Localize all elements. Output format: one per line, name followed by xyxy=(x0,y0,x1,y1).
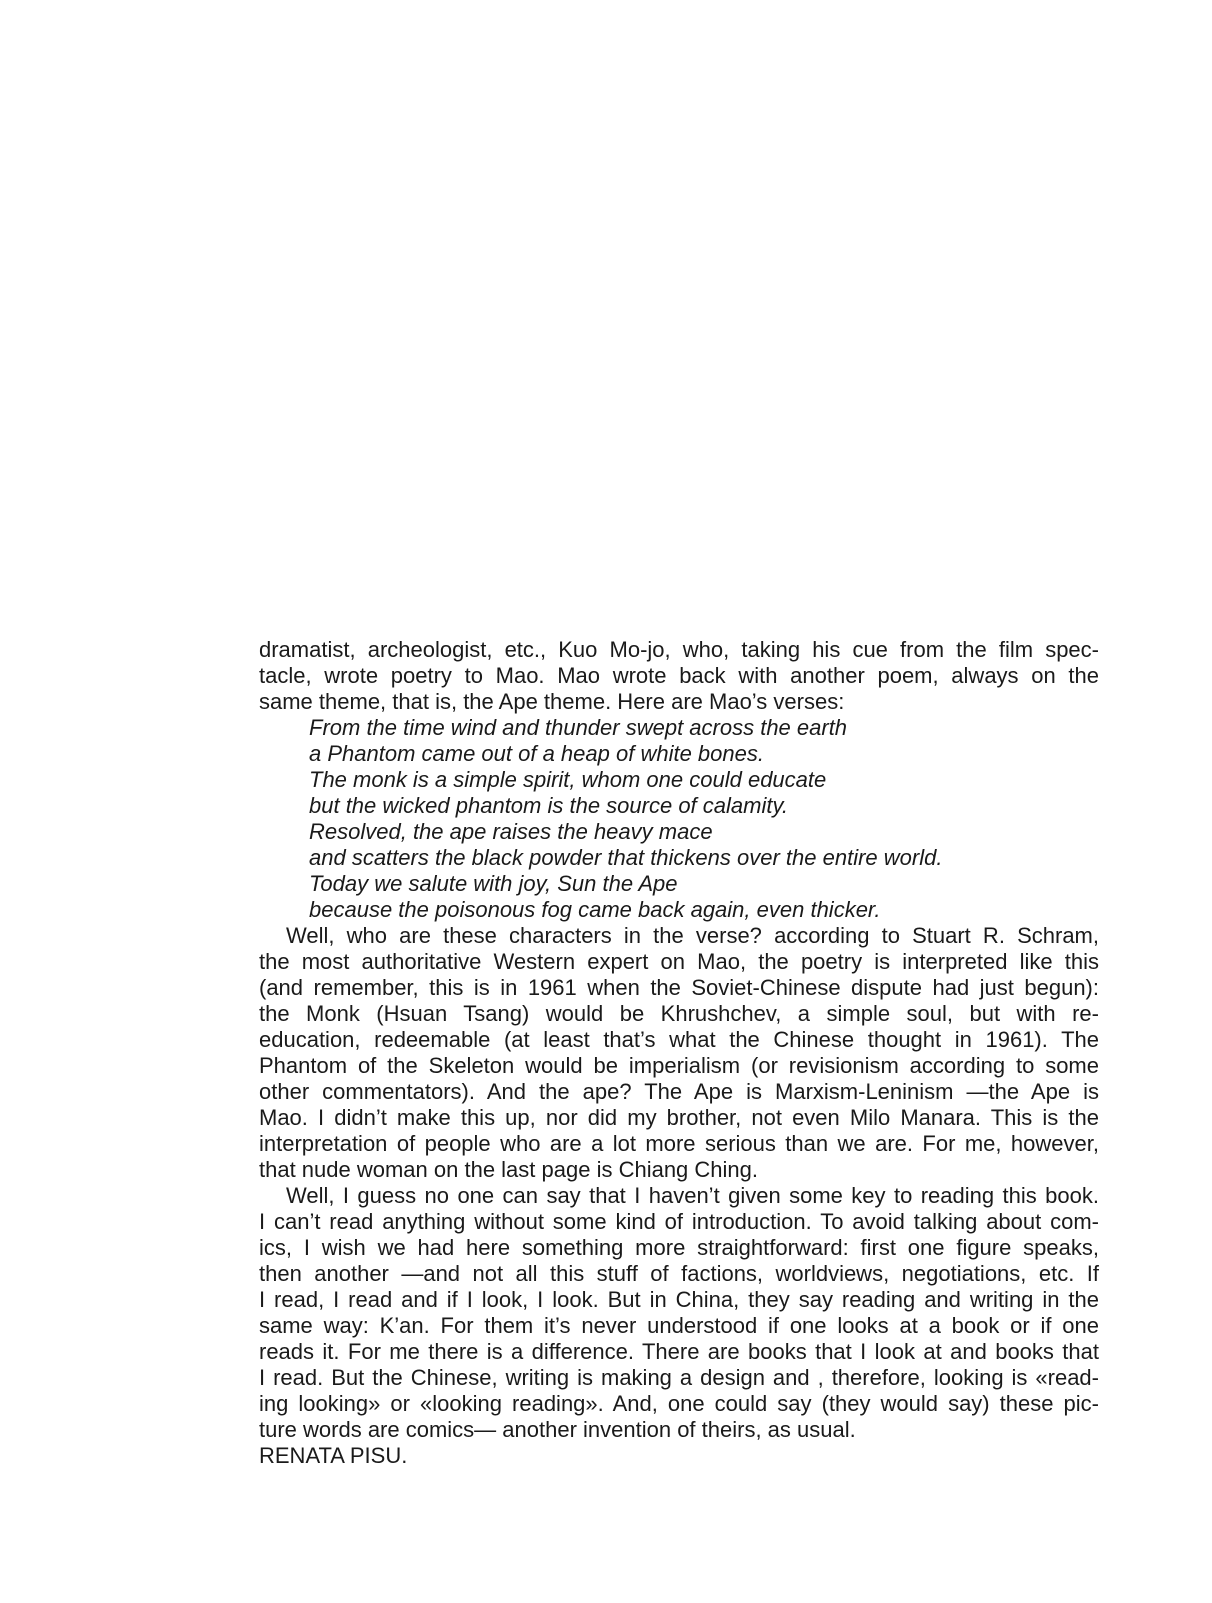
text-line: the most authoritative Western expert on Mao, the poetry is interpreted like this xyxy=(259,949,1099,974)
text-line: then another —and not all this stuff of factions, worldviews, negotiations, etc. If xyxy=(259,1261,1099,1286)
verse-line: From the time wind and thunder swept across the earth xyxy=(309,715,848,740)
text-line: same way: K’an. For them it’s never understood if one looks at a book or if one xyxy=(259,1313,1099,1338)
paragraph-reading xyxy=(259,1183,1099,1443)
verse-line: Today we salute with joy, Sun the Ape xyxy=(309,871,678,896)
text-line: (and remember, this is in 1961 when the Soviet-Chinese dispute had just begun): xyxy=(259,975,1099,1000)
text-line: Well, I guess no one can say that I haven’t given some key to reading this book. xyxy=(286,1183,1099,1208)
text-line: that nude woman on the last page is Chiang Ching. xyxy=(259,1157,758,1182)
text-line: Phantom of the Skeleton would be imperialism (or revisionism according to some xyxy=(259,1053,1099,1078)
verse-line: but the wicked phantom is the source of calamity. xyxy=(309,793,788,818)
verse-line: a Phantom came out of a heap of white bones. xyxy=(309,741,764,766)
text-line: interpretation of people who are a lot more serious than we are. For me, however, xyxy=(259,1131,1099,1156)
text-line: ing looking» or «looking reading». And, one could say (they would say) these pic- xyxy=(259,1391,1099,1416)
paragraph-interpretation xyxy=(259,923,1099,1183)
text-line: ture words are comics— another invention of theirs, as usual. xyxy=(259,1417,856,1442)
text-line: tacle, wrote poetry to Mao. Mao wrote back with another poem, always on the xyxy=(259,663,1099,688)
verse-line: because the poisonous fog came back again, even thicker. xyxy=(309,897,881,922)
verse-line: Resolved, the ape raises the heavy mace xyxy=(309,819,713,844)
text-line: I read. But the Chinese, writing is making a design and , therefore, looking is «read- xyxy=(259,1365,1099,1390)
text-line: same theme, that is, the Ape theme. Here are Mao’s verses: xyxy=(259,689,845,714)
text-line: education, redeemable (at least that’s what the Chinese thought in 1961). The xyxy=(259,1027,1099,1052)
verse-line: and scatters the black powder that thickens over the entire world. xyxy=(309,845,943,870)
text-line: reads it. For me there is a difference. There are books that I look at and books that xyxy=(259,1339,1099,1364)
text-line: Well, who are these characters in the verse? according to Stuart R. Schram, xyxy=(286,923,1099,948)
body-text xyxy=(259,637,1099,1469)
mao-verse xyxy=(259,715,1099,923)
text-line: I read, I read and if I look, I look. But in China, they say reading and writing in the xyxy=(259,1287,1099,1312)
text-line: I can’t read anything without some kind of introduction. To avoid talking about com- xyxy=(259,1209,1099,1234)
text-line: other commentators). And the ape? The Ape is Marxism-Leninism —the Ape is xyxy=(259,1079,1099,1104)
intro-paragraph xyxy=(259,637,1099,715)
text-line: dramatist, archeologist, etc., Kuo Mo-jo, who, taking his cue from the film spec- xyxy=(259,637,1099,662)
author-signature: RENATA PISU. xyxy=(259,1443,408,1468)
text-line: ics, I wish we had here something more straightforward: first one figure speaks, xyxy=(259,1235,1099,1260)
text-line: the Monk (Hsuan Tsang) would be Khrushchev, a simple soul, but with re- xyxy=(259,1001,1099,1026)
text-line: Mao. I didn’t make this up, nor did my brother, not even Milo Manara. This is the xyxy=(259,1105,1099,1130)
verse-line: The monk is a simple spirit, whom one could educate xyxy=(309,767,827,792)
